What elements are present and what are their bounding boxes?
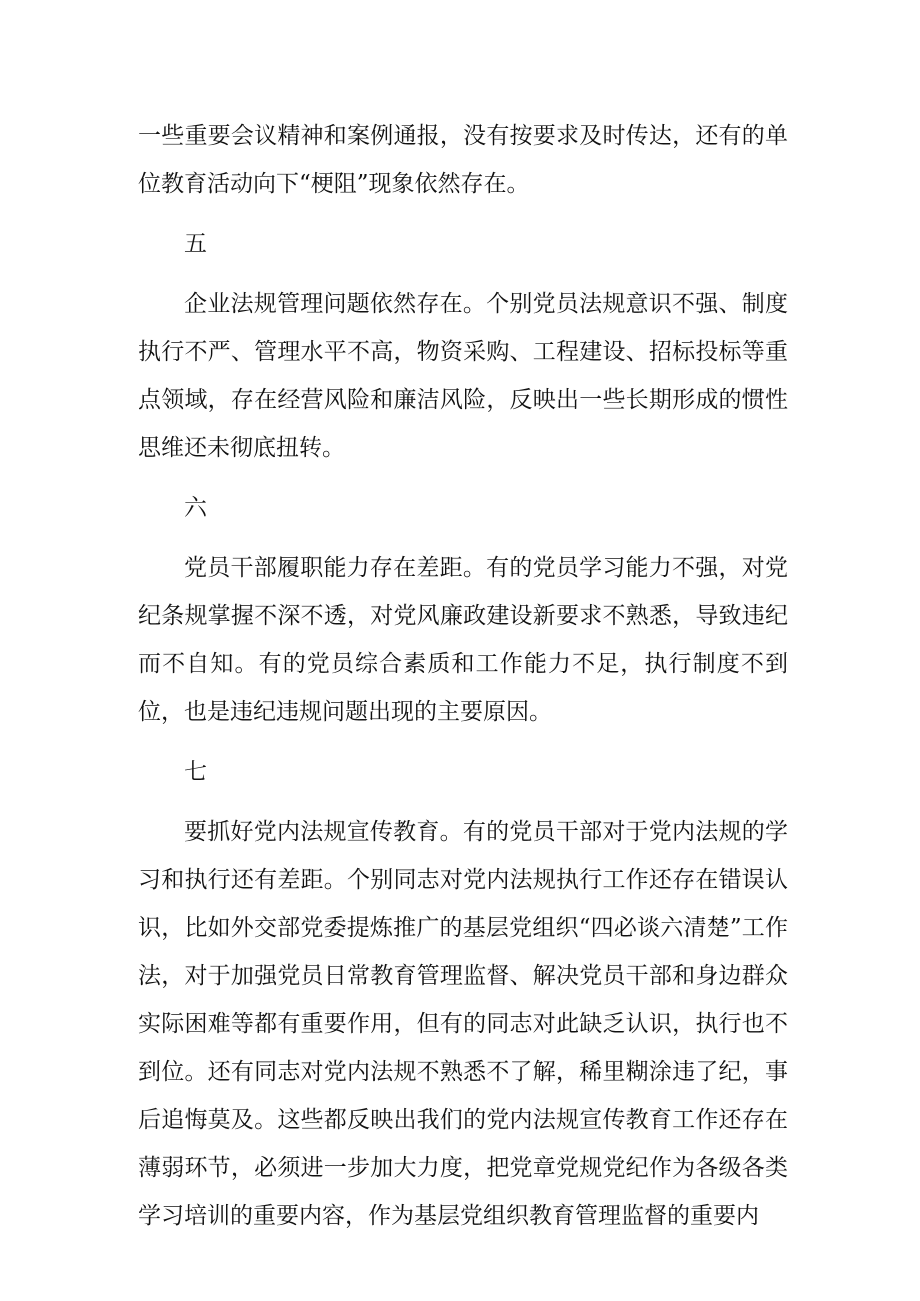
section-6-paragraph: 党员干部履职能力存在差距。有的党员学习能力不强，对党纪条规掌握不深不透，对党风廉政建设新要求不熟悉，导致违纪而不自知。有的党员综合素质和工作能力不足，执行制度不到位，也是违纪违规问题出现的主要原因。 bbox=[138, 555, 788, 725]
section-7-heading: 七 bbox=[184, 759, 207, 785]
section-6-heading: 六 bbox=[184, 495, 207, 521]
section-7-paragraph: 要抓好党内法规宣传教育。有的党员干部对于党内法规的学习和执行还有差距。个别同志对党内法规执行工作还存在错误认识，比如外交部党委提炼推广的基层党组织“四必谈六清楚”工作法，对于加强党员日常教育管理监督、解决党员干部和身边群众实际困难等都有重要作用，但有的同志对此缺乏认识，执行也不到位。还有同志对党内法规不熟悉不了解，稀里糊涂违了纪，事后追悔莫及。这些都反映出我们的党内法规宣传教育工作还存在薄弱环节，必须进一步加大力度，把党章党规党纪作为各级各类学习培训的重要内容，作为基层党组织教育管理监督的重要内 bbox=[138, 819, 788, 1229]
document-page bbox=[138, 112, 788, 1240]
paragraph-continued: 一些重要会议精神和案例通报，没有按要求及时传达，还有的单位教育活动向下“梗阻”现象依然存在。 bbox=[138, 123, 788, 197]
section-5-paragraph: 企业法规管理问题依然存在。个别党员法规意识不强、制度执行不严、管理水平不高，物资采购、工程建设、招标投标等重点领域，存在经营风险和廉洁风险，反映出一些长期形成的惯性思维还未彻底扭转。 bbox=[138, 291, 788, 461]
section-5-heading: 五 bbox=[184, 231, 207, 257]
